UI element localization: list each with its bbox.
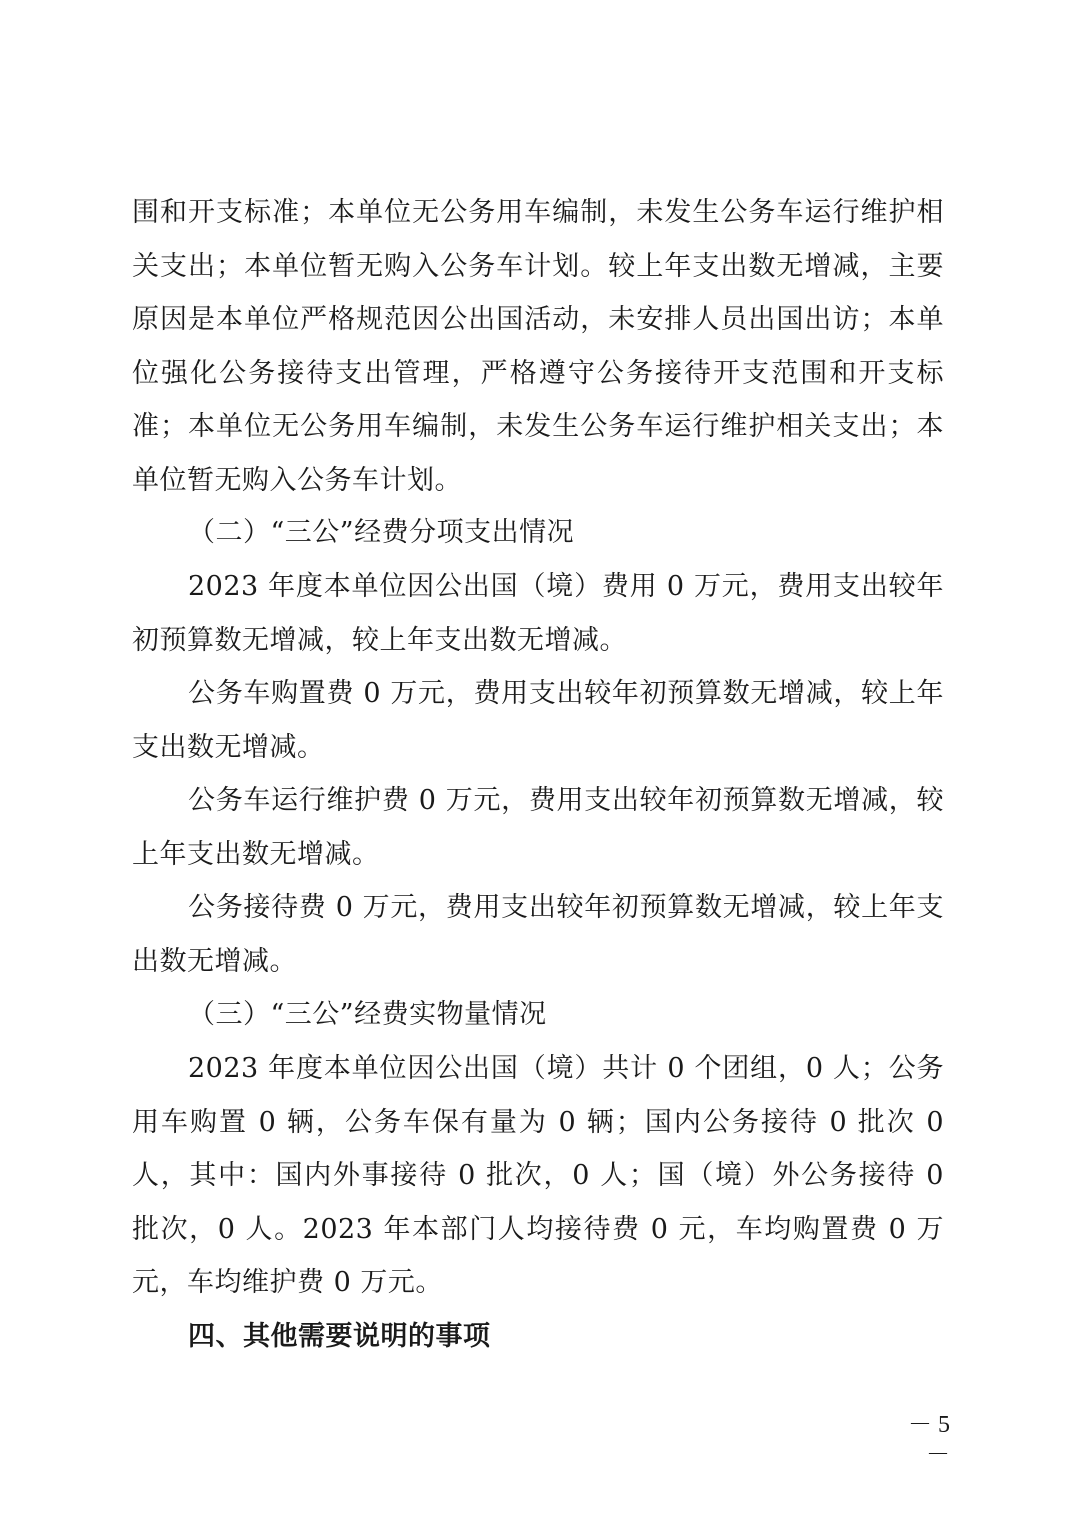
section-heading-other-matters: 四、其他需要说明的事项	[188, 1321, 491, 1352]
paragraph-vehicle-purchase-expense: 公务车购置费 0 万元，费用支出较年初预算数无增减，较上年支出数无增减。	[132, 678, 944, 763]
paragraph-physical-quantity-details: 2023 年度本单位因公出国（境）共计 0 个团组，0 人；公务用车购置 0 辆，公务车保有量为 0 辆；国内公务接待 0 批次 0 人，其中：国内外事接待 0 批次，0 人；国（境）外公务接待 0 批次，0 人。2023 年本部门人均接待费 0 元，车均购置费 0 万元，车均维护费 0 万元。	[132, 1053, 944, 1298]
subheading-physical-quantity: （三）“三公”经费实物量情况	[188, 999, 547, 1030]
paragraph-vehicle-maintenance-expense: 公务车运行维护费 0 万元，费用支出较年初预算数无增减，较上年支出数无增减。	[132, 785, 944, 870]
subheading-itemized-expenses: （二）“三公”经费分项支出情况	[188, 517, 575, 548]
paragraph-reception-expense: 公务接待费 0 万元，费用支出较年初预算数无增减，较上年支出数无增减。	[132, 892, 944, 977]
page-number: － 5 －	[908, 1412, 950, 1468]
paragraph-overseas-travel-expense: 2023 年度本单位因公出国（境）费用 0 万元，费用支出较年初预算数无增减，较上年支出数无增减。	[132, 571, 944, 656]
paragraph-three-public-expenses-reason: 围和开支标准；本单位无公务用车编制，未发生公务车运行维护相关支出；本单位暂无购入公务车计划。较上年支出数无增减，主要原因是本单位严格规范因公出国活动，未安排人员出国出访；本单位强化公务接待支出管理，严格遵守公务接待开支范围和开支标准；本单位无公务用车编制，未发生公务车运行维护相关支出；本单位暂无购入公务车计划。	[132, 197, 944, 496]
